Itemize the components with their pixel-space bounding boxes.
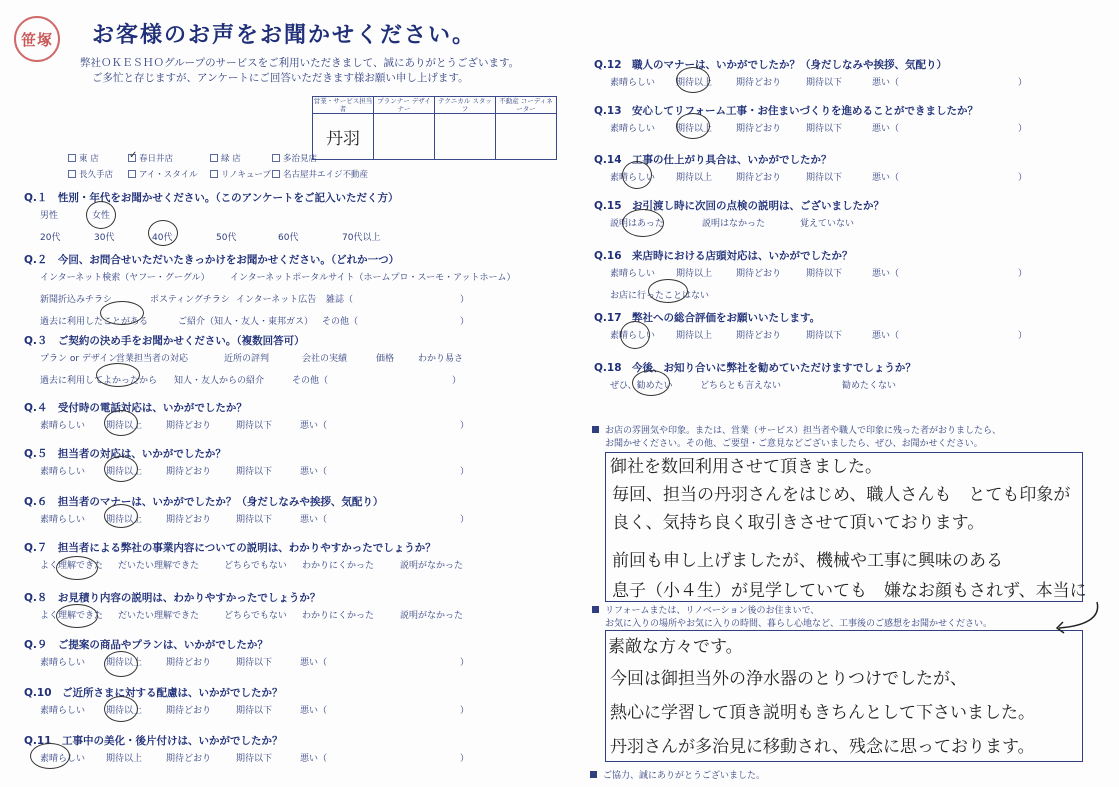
answer-option[interactable]: ） [460,515,470,525]
square-bullet-icon [592,606,599,613]
checkbox[interactable] [272,154,280,162]
answer-option[interactable]: 期待どおり [166,658,212,668]
answer-option[interactable]: 営業担当者の対応 [116,354,189,364]
answer-option[interactable]: インターネット広告 [236,295,317,305]
comment-1-line: 御社を数回利用させて頂きました。 [610,457,882,477]
answer-option[interactable]: ポスティングチラシ [150,295,230,305]
answer-option[interactable]: よく理解できた [40,611,104,621]
question-heading: Q.６ 担当者のマナーは、いかがでしたか？（身だしなみや挨拶、気配り） [24,496,384,508]
question-heading: Q.11 工事中の美化・後片付けは、いかがでしたか？ [24,735,283,747]
answer-option[interactable]: 素晴らしい [40,515,86,525]
answer-option[interactable]: 期待以下 [236,658,273,668]
question-heading: Q.３ ご契約の決め手をお聞かせください。（複数回答可） [24,335,305,347]
answer-option[interactable]: 男性 [40,211,59,221]
answer-option[interactable]: 説明がなかった [400,561,464,571]
store-item[interactable]: 緑 店 [210,152,272,164]
question-heading: Q.８ お見積り内容の説明は、わかりやすかったでしょうか？ [24,592,321,604]
answer-option[interactable]: 悪い（ [872,173,900,183]
comment-1-line: 毎回、担当の丹羽さんをはじめ、職人さんも とても印象が [612,485,1071,505]
store-checklist [68,152,372,180]
answer-option[interactable]: 悪い（ [300,658,328,668]
comment-1-line: 息子（小４生）が見学していても 嫌なお顔もされず、本当に [612,581,1087,601]
answer-option[interactable]: 期待以上 [106,706,143,716]
answer-option[interactable]: 期待どおり [166,515,212,525]
answer-option[interactable]: 素晴らしい [40,754,86,764]
answer-option[interactable]: 期待以下 [236,515,273,525]
store-item[interactable]: ✓ 春日井店 [128,152,210,164]
staff-header-technical: テクニカル スタッフ [435,97,496,114]
comment-2-line: 素敵な方々です。 [608,637,743,657]
answer-option[interactable]: 30代 [94,233,115,243]
answer-option[interactable]: 期待以下 [236,754,273,764]
answer-option[interactable]: インターネットポータルサイト（ホームプロ・スーモ・アットホーム） [230,273,516,283]
store-item[interactable]: アイ・スタイル [128,168,210,180]
answer-option[interactable]: 期待以下 [236,467,273,477]
answer-option[interactable]: 期待以下 [806,124,843,134]
answer-option[interactable]: 素晴らしい [610,124,656,134]
store-item[interactable]: 名古屋井エイジ不動産 [272,168,372,180]
seal-stamp: 笹塚 [14,16,60,62]
question-heading: Q.18 今後、お知り合いに弊社を勧めていただけますでしょうか？ [594,362,916,374]
checkbox[interactable] [272,170,280,178]
answer-option[interactable]: 雑誌（ [326,295,354,305]
answer-option[interactable]: 20代 [40,233,61,243]
comment-2-line: 今回は御担当外の浄水器のとりつけでしたが、 [610,669,967,689]
page-title: お客様のお声をお聞かせください。 [92,23,477,48]
answer-option[interactable]: わかりにくかった [302,611,375,621]
answer-option[interactable]: 過去に利用してよかったから [40,376,158,386]
intro-text [80,56,519,86]
answer-option[interactable]: 期待以上 [106,467,143,477]
answer-option[interactable]: 期待以下 [806,331,843,341]
answer-option[interactable]: だいたい理解できた [118,611,200,621]
answer-option[interactable]: 期待どおり [736,124,782,134]
question-heading: Q.15 お引渡し時に次回の点検の説明は、ございましたか？ [594,200,885,212]
intro-line-2: ご多忙と存じますが、アンケートにご回答いただきます様お願い申し上げます。 [92,72,469,84]
answer-option[interactable]: 新聞折込みチラシ [40,295,113,305]
answer-option[interactable]: プラン or デザイン [40,354,118,364]
handwritten-arrow-icon [1045,598,1105,638]
answer-option[interactable]: 素晴らしい [40,421,86,431]
comment-2-line: 熱心に学習して頂き説明もきちんとして下さいました。 [610,703,1035,723]
question-heading: Q.12 職人のマナーは、いかがでしたか？（身だしなみや挨拶、気配り） [594,59,948,71]
answer-option[interactable]: 期待以上 [676,331,713,341]
answer-option[interactable]: 近所の評判 [224,354,270,364]
answer-option[interactable]: 会社の実績 [302,354,348,364]
answer-option[interactable]: 悪い（ [872,78,900,88]
answer-option[interactable]: ） [460,706,470,716]
answer-option[interactable]: 女性 [92,211,111,221]
answer-option[interactable]: 期待以上 [106,421,143,431]
staff-header-planner: プランナー デザイナー [374,97,435,114]
answer-option[interactable]: ） [460,754,470,764]
comment-2-line: 丹羽さんが多治見に移動され、残念に思っております。 [610,737,1035,757]
answer-option[interactable]: ） [1018,269,1028,279]
answer-option[interactable]: 価格 [376,354,395,364]
answer-option[interactable]: 期待どおり [166,754,212,764]
question-heading: Q.17 弊社への総合評価をお願いいたします。 [594,312,821,324]
answer-option[interactable]: 期待どおり [736,269,782,279]
answer-option[interactable]: その他（ [322,317,359,327]
answer-option[interactable]: 素晴らしい [610,173,656,183]
staff-cell-technical[interactable] [435,114,496,160]
answer-option[interactable]: ぜひ、勧めたい [610,381,673,391]
comment-1-heading: お店の雰囲気や印象。または、営業（サービス）担当者や職人で印象に残った者がおりましたら、 お聞かせください。その他、ご要望・ご意見などございましたら、ぜひ、お聞かせください。 [592,425,1001,451]
answer-option[interactable]: 悪い（ [300,421,328,431]
answer-option[interactable]: 悪い（ [300,754,328,764]
answer-option[interactable]: インターネット検索（ヤフー・グーグル） [40,273,210,283]
question-heading: Q.７ 担当者による弊社の事業内容についての説明は、わかりやすかったでしょうか？ [24,542,436,554]
answer-option[interactable]: わかり易さ [418,354,464,364]
store-item[interactable]: リノキューブ [210,168,272,180]
store-item[interactable]: 多治見店 [272,152,372,164]
answer-option[interactable]: 期待どおり [736,331,782,341]
checkbox[interactable] [68,170,76,178]
answer-option[interactable]: 覚えていない [800,219,855,229]
checkbox[interactable] [68,154,76,162]
staff-header-sales: 営業・サービス担当者 [313,97,373,113]
checkbox[interactable] [210,170,218,178]
answer-option[interactable]: ） [1018,331,1028,341]
comment-2-heading: リフォームまたは、リノベーション後のお住まいで、 お気に入りの場所やお気に入りの時間、暮らし心地など、工事後のご感想をお聞かせください。 [592,605,992,631]
answer-option[interactable]: 勧めたくない [842,381,897,391]
answer-option[interactable]: ） [452,376,462,386]
answer-option[interactable]: ） [460,467,470,477]
intro-line-1: 弊社ＯＫＥＳＨＯグループのサービスをご利用いただきまして、誠にありがとうございます。 [80,57,520,69]
answer-option[interactable]: 40代 [152,233,173,243]
answer-option[interactable]: 知人・友人からの紹介 [174,376,265,386]
answer-option[interactable]: 過去に利用したことがある [40,317,149,327]
answer-option[interactable]: 50代 [216,233,237,243]
answer-option[interactable]: ） [460,658,470,668]
staff-table [312,96,557,160]
question-heading: Q.10 ご近所さまに対する配慮は、いかがでしたか？ [24,687,283,699]
answer-option[interactable]: 期待以上 [106,658,143,668]
answer-option[interactable]: 素晴らしい [610,269,656,279]
answer-option[interactable]: 期待以下 [236,421,273,431]
store-item[interactable]: 東 店 [68,152,128,164]
square-bullet-icon [590,771,597,778]
answer-option[interactable]: 悪い（ [300,467,328,477]
question-heading: Q.４ 受付時の電話対応は、いかがでしたか？ [24,402,247,414]
answer-option[interactable]: どちらでもない [224,611,287,621]
answer-option[interactable]: 悪い（ [872,124,900,134]
answer-option[interactable]: ） [460,421,470,431]
question-heading: Q.５ 担当者の対応は、いかがでしたか？ [24,448,226,460]
answer-option[interactable]: 期待以上 [676,78,713,88]
answer-option[interactable]: 期待どおり [166,467,212,477]
answer-option[interactable]: 期待以下 [236,706,273,716]
answer-option[interactable]: お店に行ったことはない [610,291,710,301]
answer-option[interactable]: 期待以上 [106,754,143,764]
answer-option[interactable]: 説明はなかった [702,219,766,229]
question-heading: Q.２ 今回、お問合せいただいたきっかけをお聞かせください。（どれか一つ） [24,254,400,266]
answer-option[interactable]: 素晴らしい [610,78,656,88]
answer-option[interactable]: ご紹介（知人・友人・東邦ガス） [178,317,314,327]
answer-option[interactable]: 期待以下 [806,269,843,279]
staff-name-sales[interactable]: 丹羽 [313,114,374,160]
answer-option[interactable]: 期待どおり [166,706,212,716]
footer-thanks: ご協力、誠にありがとうございました。 [590,768,765,781]
answer-option[interactable]: ） [460,317,470,327]
answer-option[interactable]: どちらとも言えない [700,381,782,391]
staff-header-realestate: 不動産 コーディネーター [496,97,557,114]
answer-option[interactable]: 期待以上 [106,515,143,525]
answer-option[interactable]: 素晴らしい [40,467,86,477]
question-heading: Q.13 安心してリフォーム工事・お住まいづくりを進めることができましたか？ [594,105,979,117]
answer-option[interactable]: 期待以下 [806,173,843,183]
question-heading: Q.９ ご提案の商品やプランは、いかがでしたか？ [24,639,268,651]
answer-option[interactable]: 説明がなかった [400,611,464,621]
answer-option[interactable]: 説明はあった [610,219,664,229]
answer-option[interactable]: 期待どおり [736,173,782,183]
question-heading: Q.14 工事の仕上がり具合は、いかがでしたか？ [594,154,832,166]
answer-option[interactable]: どちらでもない [224,561,287,571]
answer-option[interactable]: 期待以下 [806,78,843,88]
answer-option[interactable]: 60代 [278,233,299,243]
checkbox[interactable] [128,170,136,178]
question-heading: Q.１ 性別・年代をお聞かせください。（このアンケートをご記入いただく方） [24,192,399,204]
answer-option[interactable]: ） [1018,78,1028,88]
answer-option[interactable]: その他（ [292,376,329,386]
answer-option[interactable]: 期待以上 [676,124,713,134]
checkbox[interactable] [210,154,218,162]
answer-option[interactable]: 悪い（ [300,515,328,525]
answer-option[interactable]: 素晴らしい [610,331,656,341]
staff-cell-realestate[interactable] [496,114,557,160]
checkbox-checked[interactable] [128,154,136,162]
question-heading: Q.16 来店時における店頭対応は、いかがでしたか？ [594,250,853,262]
answer-option[interactable]: 悪い（ [872,331,900,341]
answer-option[interactable]: ） [1018,124,1028,134]
answer-option[interactable]: だいたい理解できた [118,561,200,571]
answer-option[interactable]: よく理解できた [40,561,104,571]
answer-option[interactable]: 期待どおり [166,421,212,431]
answer-option[interactable]: わかりにくかった [302,561,375,571]
answer-option[interactable]: 素晴らしい [40,658,86,668]
answer-option[interactable]: 期待どおり [736,78,782,88]
answer-option[interactable]: 素晴らしい [40,706,86,716]
comment-1-line: 良く、気持ち良く取引きさせて頂いております。 [612,513,985,533]
square-bullet-icon [592,426,599,433]
answer-option[interactable]: 期待以上 [676,269,713,279]
answer-option[interactable]: 期待以上 [676,173,713,183]
answer-option[interactable]: 悪い（ [872,269,900,279]
comment-1-line: 前回も申し上げましたが、機械や工事に興味のある [612,551,1003,571]
answer-option[interactable]: 悪い（ [300,706,328,716]
staff-cell-planner[interactable] [374,114,435,160]
store-item[interactable]: 長久手店 [68,168,128,180]
answer-option[interactable]: ） [1018,173,1028,183]
answer-option[interactable]: ） [460,295,470,305]
answer-option[interactable]: 70代以上 [342,233,381,243]
